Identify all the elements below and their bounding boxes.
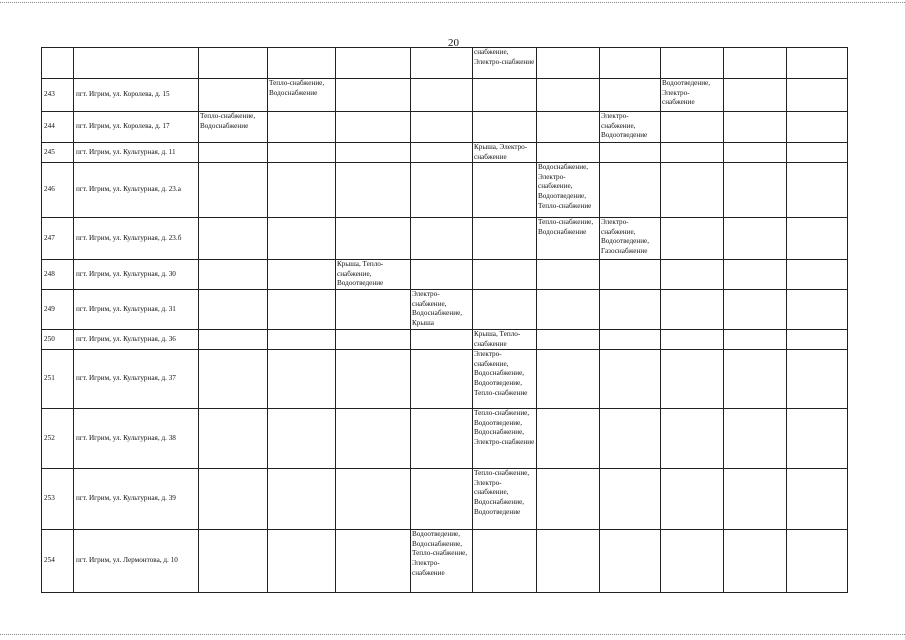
work-cell [724, 329, 787, 349]
work-cell [336, 409, 411, 469]
row-address: пгт. Игрим, ул. Королева, д. 15 [74, 79, 199, 112]
row-address: пгт. Игрим, ул. Лермонтова, д. 10 [74, 530, 199, 593]
repair-schedule-table [41, 47, 848, 593]
work-cell [537, 289, 600, 329]
work-cell [724, 469, 787, 530]
work-cell [336, 530, 411, 593]
work-cell [787, 112, 848, 143]
work-cell [661, 530, 724, 593]
row-address: пгт. Игрим, ул. Культурная, д. 11 [74, 143, 199, 163]
row-address: пгт. Игрим, ул. Культурная, д. 23.а [74, 163, 199, 218]
row-number: 248 [42, 260, 74, 290]
work-cell [661, 218, 724, 260]
work-cell [537, 112, 600, 143]
table-cell [268, 48, 336, 79]
work-cell [473, 163, 537, 218]
work-cell [473, 218, 537, 260]
work-cell: Электро-снабжение, Водоснабжение, Крыша [411, 289, 473, 329]
work-cell [537, 79, 600, 112]
work-cell [724, 143, 787, 163]
work-cell [199, 79, 268, 112]
work-cell: Тепло-снабжение, Водоснабжение [199, 112, 268, 143]
work-cell [199, 530, 268, 593]
work-cell [724, 163, 787, 218]
work-cell [199, 469, 268, 530]
work-cell [661, 260, 724, 290]
work-cell [473, 530, 537, 593]
work-cell [600, 143, 661, 163]
work-cell [268, 260, 336, 290]
work-cell [787, 409, 848, 469]
work-cell [724, 79, 787, 112]
work-cell: Тепло-снабжение, Водоснабжение [537, 218, 600, 260]
table-row [42, 260, 848, 290]
work-cell [787, 143, 848, 163]
work-cell: Крыша, Тепло-снабжение, Водоотведение [336, 260, 411, 290]
work-cell [537, 530, 600, 593]
row-address: пгт. Игрим, ул. Культурная, д. 39 [74, 469, 199, 530]
work-cell [473, 260, 537, 290]
work-cell [724, 350, 787, 409]
table-row-continuation [42, 48, 848, 79]
work-cell [724, 260, 787, 290]
work-cell [787, 289, 848, 329]
work-cell [473, 112, 537, 143]
row-address: пгт. Игрим, ул. Королева, д. 17 [74, 112, 199, 143]
work-cell [199, 409, 268, 469]
table-cell [661, 48, 724, 79]
work-cell [411, 409, 473, 469]
work-cell [787, 260, 848, 290]
work-cell [537, 329, 600, 349]
work-cell [537, 469, 600, 530]
work-cell [411, 469, 473, 530]
work-cell [600, 79, 661, 112]
work-cell [268, 143, 336, 163]
work-cell [600, 469, 661, 530]
work-cell [473, 79, 537, 112]
table-row [42, 329, 848, 349]
work-cell [787, 329, 848, 349]
work-cell [537, 143, 600, 163]
work-cell [268, 112, 336, 143]
work-cell [411, 143, 473, 163]
work-cell [661, 289, 724, 329]
work-cell [411, 163, 473, 218]
work-cell [199, 329, 268, 349]
work-cell [661, 329, 724, 349]
table-row [42, 530, 848, 593]
work-cell [199, 163, 268, 218]
work-cell [268, 329, 336, 349]
work-cell: Водоснабжение, Электро-снабжение, Водоотведение, Тепло-снабжение [537, 163, 600, 218]
work-cell: Тепло-снабжение, Водоотведение, Водоснабжение, Электро-снабжение [473, 409, 537, 469]
work-cell [268, 469, 336, 530]
work-cell [411, 79, 473, 112]
row-number: 251 [42, 350, 74, 409]
table-row [42, 289, 848, 329]
row-number: 244 [42, 112, 74, 143]
work-cell [336, 469, 411, 530]
work-cell: Электро-снабжение, Водоотведение [600, 112, 661, 143]
page-number: 20 [448, 37, 459, 49]
work-cell [336, 112, 411, 143]
work-cell [268, 350, 336, 409]
table-cell [724, 48, 787, 79]
work-cell [724, 112, 787, 143]
work-cell [473, 289, 537, 329]
work-cell [411, 112, 473, 143]
row-address: пгт. Игрим, ул. Культурная, д. 23.б [74, 218, 199, 260]
row-number: 253 [42, 469, 74, 530]
row-address: пгт. Игрим, ул. Культурная, д. 31 [74, 289, 199, 329]
continuation-cell: снабжение, Электро-снабжение [473, 48, 537, 79]
row-number: 254 [42, 530, 74, 593]
scan-edge-bottom [0, 634, 905, 635]
work-cell [787, 530, 848, 593]
work-cell [336, 289, 411, 329]
work-cell: Водоотведение, Водоснабжение, Тепло-снабжение, Электро-снабжение [411, 530, 473, 593]
work-cell [661, 143, 724, 163]
row-number: 252 [42, 409, 74, 469]
table-row [42, 112, 848, 143]
work-cell [600, 289, 661, 329]
work-cell [661, 163, 724, 218]
work-cell [661, 409, 724, 469]
work-cell: Электро-снабжение, Водоснабжение, Водоотведение, Тепло-снабжение [473, 350, 537, 409]
row-number: 249 [42, 289, 74, 329]
table-row [42, 79, 848, 112]
table-cell [600, 48, 661, 79]
work-cell [199, 289, 268, 329]
work-cell: Электро-снабжение, Водоотведение, Газоснабжение [600, 218, 661, 260]
row-number: 250 [42, 329, 74, 349]
table-row [42, 350, 848, 409]
work-cell [787, 79, 848, 112]
work-cell [724, 289, 787, 329]
work-cell [336, 163, 411, 218]
work-cell [787, 469, 848, 530]
work-cell [268, 218, 336, 260]
work-cell [724, 530, 787, 593]
work-cell [411, 218, 473, 260]
work-cell [537, 260, 600, 290]
work-cell [336, 329, 411, 349]
work-cell [411, 329, 473, 349]
row-number: 246 [42, 163, 74, 218]
work-cell: Водоотведение, Электро-снабжение [661, 79, 724, 112]
table-row [42, 469, 848, 530]
table-cell [42, 48, 74, 79]
row-number: 243 [42, 79, 74, 112]
work-cell [537, 409, 600, 469]
scan-edge-top [0, 2, 905, 3]
work-cell [600, 350, 661, 409]
row-address: пгт. Игрим, ул. Культурная, д. 37 [74, 350, 199, 409]
work-cell [268, 409, 336, 469]
work-cell [600, 409, 661, 469]
work-cell [724, 218, 787, 260]
work-cell [199, 218, 268, 260]
table-row [42, 409, 848, 469]
table-cell [411, 48, 473, 79]
work-cell [787, 163, 848, 218]
work-cell [268, 289, 336, 329]
work-cell [336, 79, 411, 112]
work-cell: Тепло-снабжение, Электро-снабжение, Водоснабжение, Водоотведение [473, 469, 537, 530]
work-cell [661, 350, 724, 409]
work-cell [787, 350, 848, 409]
row-address: пгт. Игрим, ул. Культурная, д. 30 [74, 260, 199, 290]
row-address: пгт. Игрим, ул. Культурная, д. 38 [74, 409, 199, 469]
work-cell [411, 350, 473, 409]
work-cell: Крыша, Тепло-снабжение [473, 329, 537, 349]
work-cell [336, 350, 411, 409]
table-row [42, 143, 848, 163]
table-row [42, 218, 848, 260]
work-cell [600, 530, 661, 593]
work-cell [537, 350, 600, 409]
work-cell [336, 143, 411, 163]
work-cell [661, 469, 724, 530]
table-cell [74, 48, 199, 79]
work-cell [411, 260, 473, 290]
work-cell [199, 143, 268, 163]
work-cell [268, 163, 336, 218]
table-row [42, 163, 848, 218]
work-cell [199, 260, 268, 290]
work-cell [787, 218, 848, 260]
work-cell [268, 530, 336, 593]
table-cell [336, 48, 411, 79]
work-cell [199, 350, 268, 409]
work-cell [600, 329, 661, 349]
work-cell: Тепло-снабжение, Водоснабжение [268, 79, 336, 112]
table-cell [199, 48, 268, 79]
row-number: 245 [42, 143, 74, 163]
work-cell [661, 112, 724, 143]
work-cell [600, 163, 661, 218]
row-address: пгт. Игрим, ул. Культурная, д. 36 [74, 329, 199, 349]
row-number: 247 [42, 218, 74, 260]
work-cell [336, 218, 411, 260]
table-cell [787, 48, 848, 79]
work-cell [600, 260, 661, 290]
work-cell: Крыша, Электро-снабжение [473, 143, 537, 163]
work-cell [724, 409, 787, 469]
table-cell [537, 48, 600, 79]
